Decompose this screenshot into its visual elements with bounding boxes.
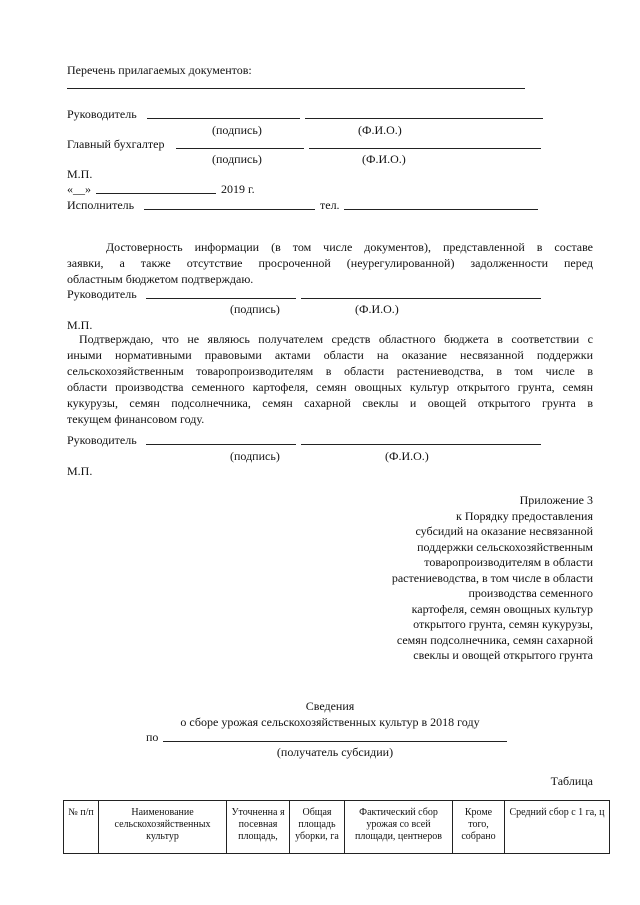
appendix-line: Приложение 3 — [519, 493, 593, 507]
name-caption-2: (Ф.И.О.) — [355, 302, 399, 316]
confirmation-line-6: текущем финансовом году. — [67, 412, 205, 426]
accountant-name-caption: (Ф.И.О.) — [362, 152, 406, 166]
appendix-line: субсидий на оказание несвязанной — [415, 524, 593, 538]
appendix-line: растениеводства, в том числе в области — [391, 571, 593, 585]
info-by-label: по — [146, 730, 159, 744]
date-year: 2019 г. — [221, 182, 255, 196]
table-label: Таблица — [550, 774, 593, 788]
head-signature-line-3[interactable] — [146, 444, 296, 445]
header-cell-additionally-collected: Кроме того, собрано — [453, 801, 505, 854]
accountant-signature-caption: (подпись) — [212, 152, 262, 166]
accountant-label: Главный бухгалтер — [67, 137, 165, 151]
head-label-1: Руководитель — [67, 107, 137, 121]
table-header-row — [64, 801, 610, 854]
appendix-line: семян подсолнечника, семян сахарной — [396, 633, 593, 647]
appendix-line: к Порядку предоставления — [455, 509, 593, 523]
reliability-line-2: заявки, а также отсутствие просроченной (неурегулированной) задолженности перед — [67, 256, 593, 270]
appendix-line: производства семенного — [468, 586, 593, 600]
signature-caption-3: (подпись) — [230, 449, 280, 463]
confirmation-line-2: иными нормативными правовыми актами области на оказание несвязанной поддержки — [67, 348, 593, 362]
recipient-line[interactable] — [163, 741, 507, 742]
info-title: Сведения — [305, 699, 355, 713]
stamp-2: М.П. — [67, 318, 93, 332]
name-caption-3: (Ф.И.О.) — [385, 449, 429, 463]
head-name-line-1[interactable] — [305, 118, 543, 119]
executor-line[interactable] — [144, 209, 315, 210]
info-subtitle: о сборе урожая сельскохозяйственных культур в 2018 году — [180, 715, 480, 729]
confirmation-line-5: кукурузы, семян подсолнечника, семян сахарной свеклы и овощей открытого грунта в — [67, 396, 593, 410]
reliability-line-1: Достоверность информации (в том числе документов), представленной в составе — [106, 240, 593, 254]
head-name-line-3[interactable] — [301, 444, 541, 445]
header-cell-average-yield: Средний сбор с 1 га, ц — [505, 801, 610, 854]
accountant-signature-line[interactable] — [176, 148, 304, 149]
signature-caption-2: (подпись) — [230, 302, 280, 316]
reliability-line-3: областным бюджетом подтверждаю. — [67, 272, 254, 286]
name-caption-1: (Ф.И.О.) — [358, 123, 402, 137]
stamp-3: М.П. — [67, 464, 93, 478]
executor-label: Исполнитель — [67, 198, 135, 212]
accountant-name-line[interactable] — [309, 148, 541, 149]
head-name-line-2[interactable] — [301, 298, 541, 299]
confirmation-line-4: области производства семенного картофеля, семян овощных культур открытого грунта, семян — [67, 380, 593, 394]
attached-docs-label: Перечень прилагаемых документов: — [67, 63, 252, 77]
phone-label: тел. — [320, 198, 340, 212]
header-cell-number: № п/п — [64, 801, 99, 854]
confirmation-line-1: Подтверждаю, что не являюсь получателем средств областного бюджета в соответствии с — [79, 332, 593, 346]
appendix-line: товаропроизводителям в области — [424, 555, 593, 569]
header-cell-sown-area: Уточненна я посевная площадь, — [227, 801, 290, 854]
attached-docs-line[interactable] — [67, 88, 525, 89]
head-label-2: Руководитель — [67, 287, 137, 301]
date-open: «__» — [67, 182, 91, 196]
harvest-table — [63, 800, 610, 854]
appendix-line: открытого грунта, семян кукурузы, — [413, 617, 593, 631]
confirmation-line-3: сельскохозяйственным товаропроизводителям в области растениеводства, в том числе в — [67, 364, 593, 378]
header-cell-crop-name: Наименование сельскохозяйственных культур — [99, 801, 227, 854]
appendix-line: свеклы и овощей открытого грунта — [413, 648, 593, 662]
header-cell-actual-yield: Фактический сбор урожая со всей площади, центнеров — [345, 801, 453, 854]
phone-line[interactable] — [344, 209, 538, 210]
appendix-line: поддержки сельскохозяйственным — [417, 540, 593, 554]
date-line[interactable] — [96, 193, 216, 194]
signature-caption-1: (подпись) — [212, 123, 262, 137]
head-label-3: Руководитель — [67, 433, 137, 447]
head-signature-line-2[interactable] — [146, 298, 296, 299]
head-signature-line-1[interactable] — [147, 118, 300, 119]
recipient-caption: (получатель субсидии) — [276, 745, 394, 759]
appendix-line: картофеля, семян овощных культур — [411, 602, 593, 616]
header-cell-harvest-area: Общая площадь уборки, га — [290, 801, 345, 854]
stamp-1: М.П. — [67, 167, 93, 181]
